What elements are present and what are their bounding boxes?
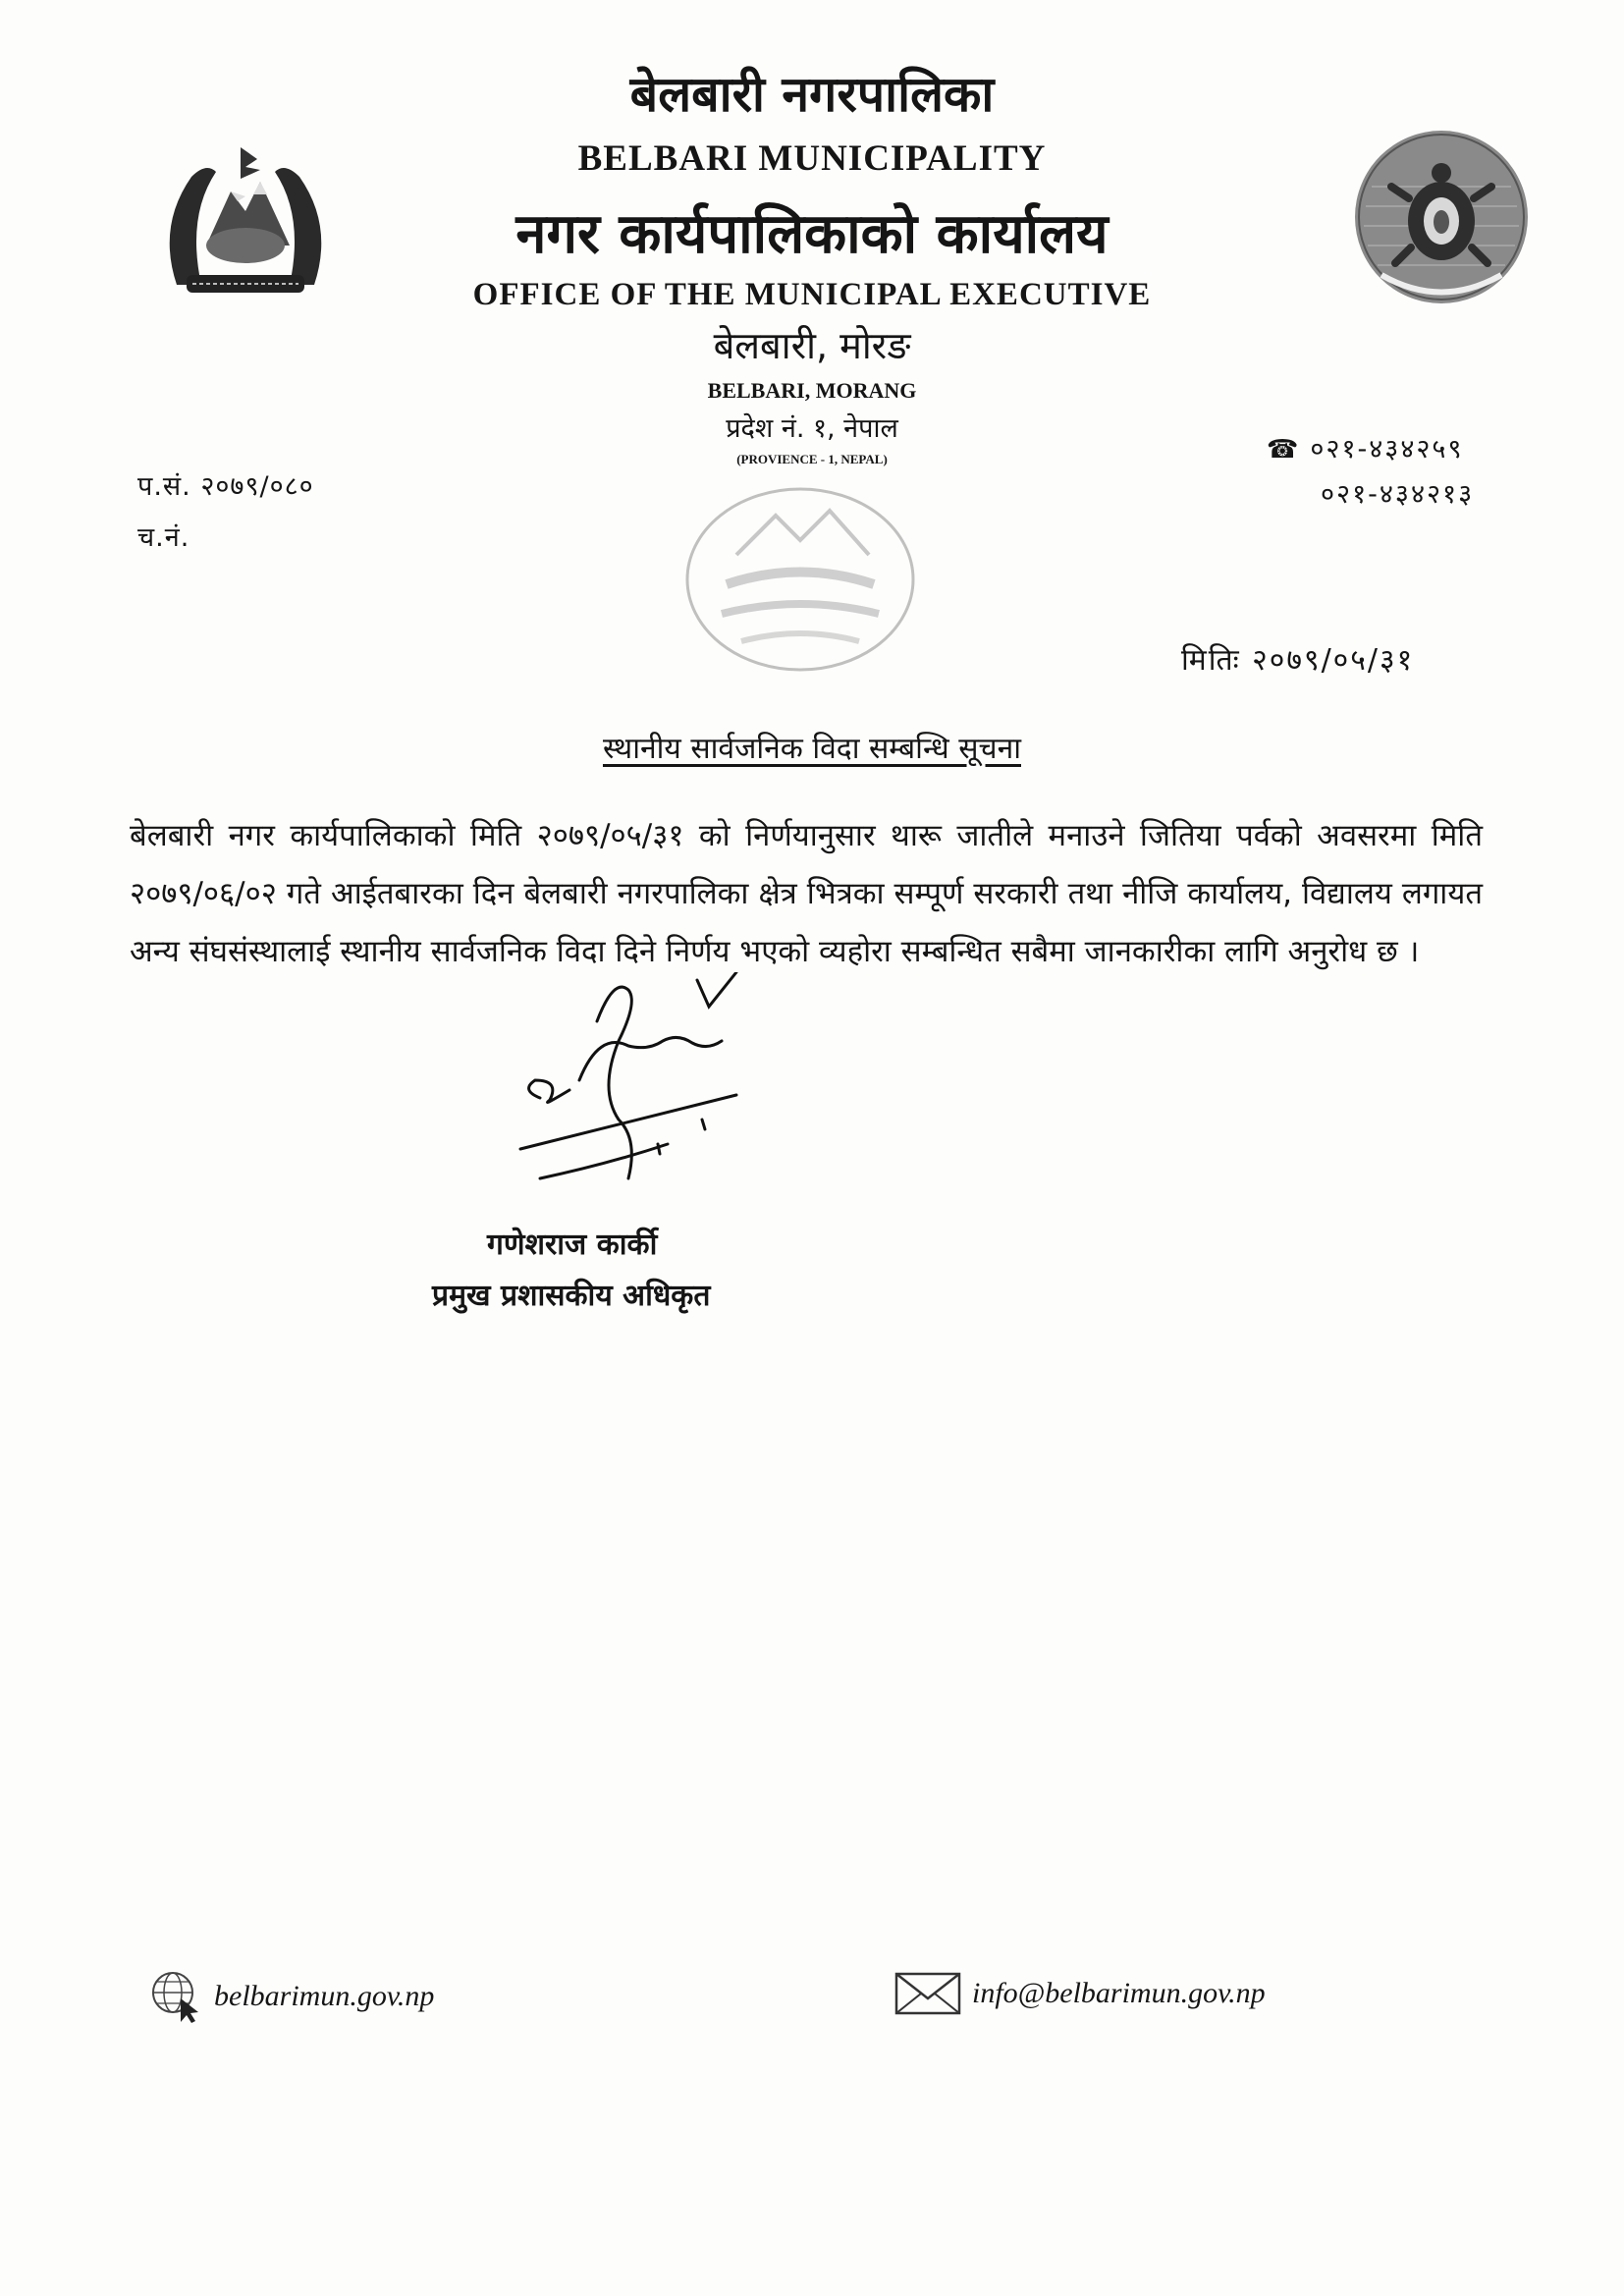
address-nepali: बेलबारी, मोरङ (713, 324, 911, 367)
office-stamp-icon (668, 476, 933, 683)
footer-website[interactable] (147, 1969, 434, 2024)
phone-number-1: ०२१-४३४२५९ (1310, 434, 1464, 465)
office-name-nepali: नगर कार्यपालिकाको कार्यालय (515, 202, 1109, 266)
municipality-name-nepali: बेलबारी नगरपालिका (629, 66, 995, 123)
signature-icon (481, 972, 835, 1208)
notice-body: बेलबारी नगर कार्यपालिकाको मिति २०७९/०५/३१ को निर्णयानुसार थारू जातीले मनाउने जितिया पर्वको अवसरमा मिति २०७९/०६/०२ गते आईतबारका दिन बेलबारी नगरपालिका क्षेत्र भित्रका सम्पूर्ण सरकारी तथा नीजि कार्यालय, विद्यालय लगायत अन्य संघसंस्थालाई स्थानीय सार्वजनिक विदा दिने निर्णय भएको व्यहोरा सम्बन्धित सबैमा जानकारीका लागि अनुरोध छ । (130, 818, 1483, 969)
signer-designation: प्रमुख प्रशासकीय अधिकृत (432, 1279, 711, 1313)
notice-subject: स्थानीय सार्वजनिक विदा सम्बन्धि सूचना (602, 732, 1021, 766)
phone-block (1267, 427, 1474, 518)
dispatch-number: च.नं. (137, 522, 190, 553)
envelope-icon (893, 1969, 962, 2018)
globe-icon (147, 1969, 206, 2024)
address-english: BELBARI, MORANG (707, 378, 917, 403)
website-link[interactable]: belbarimun.gov.np (214, 1980, 435, 2012)
province-nepali: प्रदेश नं. १, नेपाल (726, 413, 898, 444)
letter-date: मितिः २०७९/०५/३१ (1181, 643, 1415, 678)
email-link[interactable]: info@belbarimun.gov.np (972, 1977, 1266, 2009)
municipality-name-english: BELBARI MUNICIPALITY (577, 138, 1047, 179)
telephone-icon: ☎ (1267, 435, 1301, 465)
office-name-english: OFFICE OF THE MUNICIPAL EXECUTIVE (472, 277, 1152, 312)
province-english: (PROVIENCE - 1, NEPAL) (736, 452, 888, 466)
footer-email[interactable] (893, 1969, 1266, 2018)
signer-name: गणेशराज कार्की (487, 1228, 658, 1262)
letter-number: प.सं. २०७९/०८० (137, 471, 314, 502)
signer-block (432, 1220, 710, 1322)
reference-block (137, 462, 314, 564)
phone-number-2: ०२१-४३४२१३ (1321, 479, 1475, 510)
